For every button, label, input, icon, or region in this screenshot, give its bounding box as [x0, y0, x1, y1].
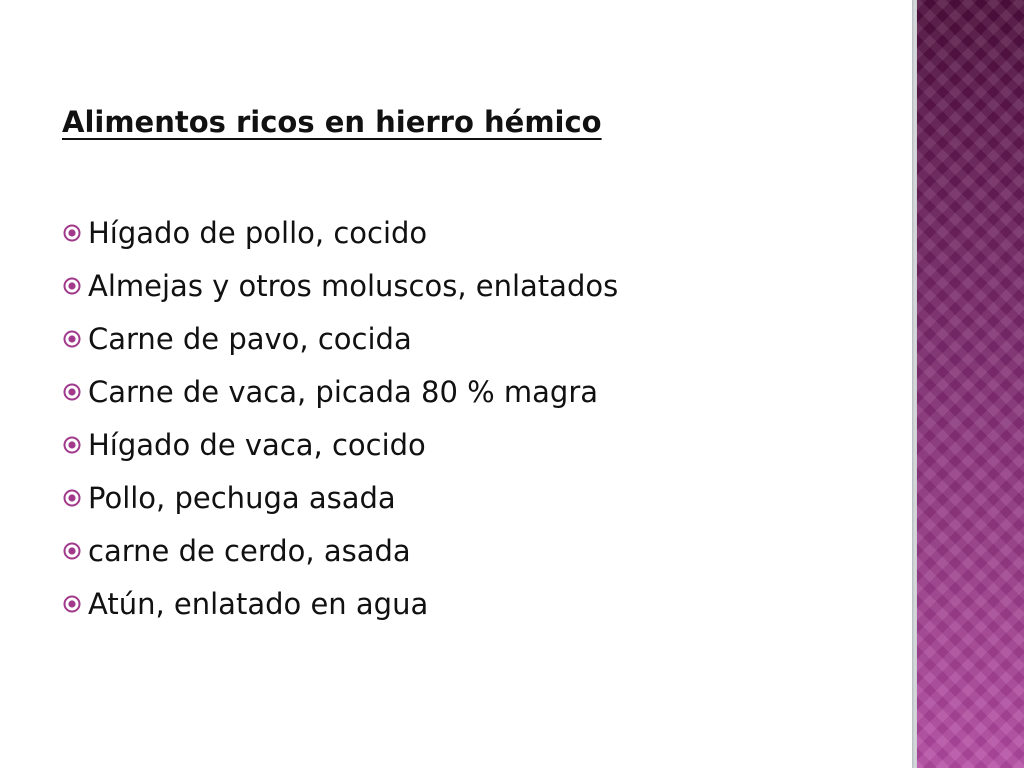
circled-dot-icon: [62, 541, 88, 561]
list-item: [62, 259, 618, 312]
list-item: [62, 206, 618, 259]
circled-dot-icon: [62, 382, 88, 402]
list-item-text: Hígado de vaca, cocido: [88, 427, 426, 462]
circled-dot-icon: [62, 329, 88, 349]
bullet-list: [62, 206, 618, 630]
list-item: [62, 471, 618, 524]
list-item: [62, 365, 618, 418]
list-item: [62, 418, 618, 471]
circled-dot-icon: [62, 435, 88, 455]
list-item: [62, 524, 618, 577]
slide-content: [62, 101, 902, 621]
list-item-text: Almejas y otros moluscos, enlatados: [88, 268, 619, 303]
circled-dot-icon: [62, 594, 88, 614]
list-item-text: Hígado de pollo, cocido: [88, 215, 428, 250]
slide-heading: Alimentos ricos en hierro hémico: [62, 105, 602, 139]
list-item-text: Carne de vaca, picada 80 % magra: [88, 374, 599, 409]
decorative-side-band: [912, 0, 1024, 768]
list-item: [62, 312, 618, 365]
list-item-text: Atún, enlatado en agua: [88, 586, 429, 621]
list-item-text: Carne de pavo, cocida: [88, 321, 412, 356]
list-item: [62, 577, 618, 630]
list-item-text: Pollo, pechuga asada: [88, 480, 396, 515]
list-item-text: carne de cerdo, asada: [88, 533, 411, 568]
circled-dot-icon: [62, 276, 88, 296]
circled-dot-icon: [62, 488, 88, 508]
side-band-edge: [912, 0, 917, 768]
circled-dot-icon: [62, 223, 88, 243]
